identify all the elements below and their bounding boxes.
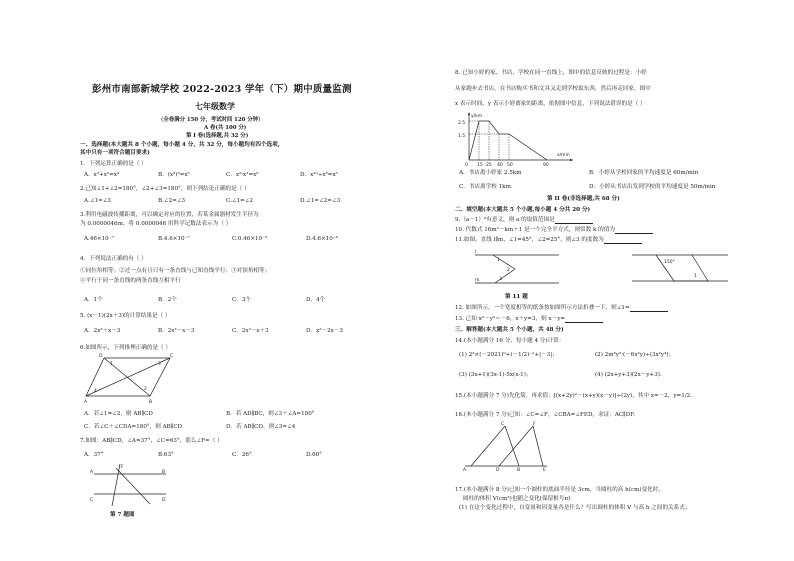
exam-title: 彭州市南部新城学校 2022-2023 学年（下）期中质量监测 [92,84,352,95]
q6-label-4: 4 [94,389,97,394]
q6-label-d: D [99,354,103,359]
q16-side-df [499,426,533,466]
q2-option-c: C.∠1=∠2 [226,198,254,204]
q9-answer-blank[interactable] [555,218,593,224]
q11-answer-blank[interactable] [604,238,642,244]
q8-x-arrow [570,159,573,161]
q6-option-c: C．若∠C＋∠CDA=180°，则 AB∥CD [84,424,183,430]
q16-label-b: B [517,468,521,472]
q16-side-ac [471,426,505,466]
q16-label-a: A [463,468,467,472]
q7-caption: 第 7 题图 [110,512,135,518]
q6-stem: 6.如图所示，下列推理正确的是（ ） [80,345,172,351]
q12-answer-blank[interactable] [630,306,668,312]
q4-option-b: B．2个 [158,297,177,303]
q2-option-b: B.∠2=∠3 [158,198,186,204]
q8-x-label: x/min [557,153,570,158]
q6-option-a: A．若∠1=∠2，则 AB∥CD [84,411,153,417]
q16-side-fe [533,426,543,466]
q6-label-3: 3 [158,362,161,367]
part-b-section: 第 II 卷(非选择题,共 68 分) [547,196,620,202]
q11-seg-2 [495,269,515,283]
q8-x-tick-40: 40 [497,163,503,168]
q7-label-a: A [90,470,94,475]
q1-stem: 1．下列运算正确的是（ ） [80,161,147,167]
q7-label-c: C [90,498,94,503]
q17-line1: 17.(本小题满分 8 分)已知一个圆柱的底面半径是 3cm，当圆柱的高 h(cm)变化时， [455,487,664,493]
q6-label-1: 1 [110,362,113,367]
q13-text: 13. 已知 x²－y²＝－6，x＋y=3，则 x－y= [455,316,603,323]
q7-option-b: B.63° [158,452,174,458]
q1-option-b: B．(x²)³=x⁵ [158,172,190,178]
q5-option-d: D．x²－2x－3 [306,328,343,334]
q6-label-b: B [149,400,153,404]
q7-transversal-2 [116,468,150,504]
q7-figure [90,462,170,508]
q3-option-b: B.4.6×10⁻⁷ [158,236,190,242]
q12-text: 12. 如图所示，一个宽度相等的纸条按如图所示方法折叠一下，则∠1= [455,305,668,312]
q6-label-c: C [170,354,174,359]
q8-x-tick-90: 90 [543,163,549,168]
q16-text: 16.(本小题满分 7 分)已知：∠C=∠F，∠CBA=∠FED，求证：AC∥DF. [455,412,636,418]
q11-label-3: 3 [499,277,502,282]
q4-option-d: D．4个 [306,297,326,303]
q6-label-2: 2 [144,387,147,392]
q8-option-a: A．书店离小婷家 2.5km [459,170,522,176]
section2-heading: 二、填空题(本大题共 5 个小题,每小题 4 分共 20 分) [455,207,591,213]
q8-graph-polyline [469,121,547,160]
q13-answer-blank[interactable] [565,317,603,323]
section1-heading: 一、选择题(本大题共 8 个小题，每小题 4 分，共 32 分，每小题均有四个选项， [80,142,284,148]
section1-heading2: 其中只有一项符合题目要求) [80,150,150,156]
q9-text: 9.（a－1）⁰有意义，则 a 的取值范围是 [455,217,593,224]
q7-option-c: C．26° [232,452,252,458]
q17-line2: 圆柱的体积 V(cm³)也随之变化(保留根号π) [463,496,571,502]
q8-line1: 8. 已知小婷的家、书店、学校在同一直线上，图中的信息反映的过程是：小婷 [455,70,647,76]
q12-angle-label: 150° [664,260,675,265]
q4-stem: 4．下列说法正确的有（ ） [80,256,147,262]
q8-y-tick-1-5: 1.5 [458,134,466,139]
section3-heading: 三、解答题(本大题共 5 个小题，共 48 分) [455,327,564,333]
q2-option-a: A.∠1=∠3 [84,198,111,204]
q7-transversal-1 [112,464,120,506]
q7-option-d: D.60° [306,452,322,458]
part-a-section: 第 I 卷(选择题,共 32 分) [186,133,249,139]
q8-distance-time-graph [457,110,577,168]
q5-option-a: A．2x²＋x－3 [84,328,121,334]
q16-label-c: C [501,422,505,427]
q11-label-m: m [475,278,480,283]
q7-option-a: A．37° [84,452,104,458]
part-a-title: A 卷(共 100 分) [204,125,247,131]
q12-folded-strip-figure [630,247,730,289]
q10-answer-blank[interactable] [615,228,653,234]
q14-part2: (2) 2m²y³·(－6x²y)÷(3x²y⁴)； [595,352,675,358]
q6-option-b: B．若 AD∥BC，则∠3＋∠A=180° [226,411,315,417]
q8-option-b: B．小婷从学校回家的平均速度是 60m/min [589,170,699,176]
q8-line3: x 表示时间，y 表示小婷离家的距离，依据图中信息，下列说法错误的是（ ） [455,101,646,107]
q16-figure [461,420,551,472]
q4-option-c: C．3个 [232,297,252,303]
q15-text: 15.(本小题满分 7 分)先化简，再求值：[(x+2y)²－(x+y)(x－y)]÷(2y)，其中 x=－2，y=1/2. [455,393,693,399]
q8-y-label: y/km [471,114,483,119]
q8-x-tick-50: 50 [507,163,513,168]
q2-option-d: D.∠1=∠2=∠3 [300,198,341,204]
subject-title: 七年级数学 [195,101,235,111]
q3-stem-line1: 3.利用电磁波传播距离，可以确定对应的位置，若某金属器材发生半径为 [80,212,259,218]
q16-side-cb [505,426,519,466]
q3-option-c: C.0.46×10⁻⁵ [232,236,268,242]
q7-label-f: F [121,465,124,470]
q8-option-d: D．小婷从书店出发到学校的平均速度是 50m/min [589,184,716,190]
q4-line2: ④平行于同一条直线的两条直线互相平行 [80,278,181,284]
q7-label-b: B [162,470,166,475]
q16-label-e: E [543,468,546,472]
q7-stem: 7.如图：AB∥CD，∠A=37°，∠C=63°，那么∠F=（ ） [80,438,223,444]
q16-label-f: F [533,422,536,427]
q17-line3: (1) 在这个变化过程中，自变量和因变量各是什么？写出圆柱的体积 V 与高 h 之间的关系式； [459,505,691,511]
q8-x-tick-0: 0 [465,163,468,168]
q8-line2: 从家跑步去书店，在书店购买书和文具又走到学校取东西，然后再走回家，图中 [455,86,651,92]
score-note: （全卷满分 150 分，考试时间 120 分钟） [158,117,264,123]
q8-option-c: C．书店离学校 1km [459,184,511,190]
q8-y-tick-2-5: 2.5 [458,121,466,126]
right-column [455,0,745,561]
q8-y-arrow [468,112,470,115]
q11-label-1: 1 [497,258,500,263]
q14-head: 14.(本小题满分 16 分，每小题 4 分)计算： [455,338,565,344]
q14-part3: (3) (3x+1)(3x-1)-5x(x-1)； [459,372,532,378]
q14-part1: (1) 2³×(－2021)⁰+(－1/2)⁻²+|－3|； [459,352,558,358]
q8-x-tick-25: 25 [486,163,492,168]
q1-option-a: A．x²+x²=x⁴ [84,172,120,178]
q5-option-b: B．2x²－x－3 [158,328,195,334]
q14-part4: (4) (2x+y+3)(2x－y+3)． [595,372,666,378]
left-column [80,0,390,561]
q6-option-d: D．若 AB∥CD，则∠3=∠4 [226,424,296,430]
q16-label-d: D [496,468,500,472]
q6-parallelogram-figure [84,352,174,404]
q1-option-d: D．x¹⁰÷x⁵=x⁵ [300,172,338,178]
q4-line1: ①同位角相等；②过一点有且只有一条直线与已知直线平行；③对顶角相等； [80,268,271,274]
q8-x-tick-15: 15 [477,163,483,168]
q3-option-d: D.4.6×10⁻⁶ [306,236,338,242]
q10-text: 10. 代数式 16m²－km＋1 是一个完全平方式，则常数 k 的值为 [455,227,653,234]
q3-stem-line2: 为 0.0000046m，将 0.0000046 用科学记数法表示为（ ） [80,221,232,227]
q11-figure [473,247,561,291]
q11-text: 11.如图，直线 l∥m，∠1=45°，∠2=25°，则∠3 的度数为 [455,237,642,244]
q11-label-2: 2 [507,268,510,273]
q3-option-a: A.46×10⁻⁷ [84,236,114,242]
q2-stem: 2.已知∠1+∠2=180°，∠2+∠3=180°，则下列结论正确的是（ ） [80,186,250,192]
q11-caption: 第 11 题 [505,294,528,300]
q5-stem: 5. (x－1)(2x＋3)的计算结果是（ ） [80,313,171,319]
q5-option-c: C．2x²－x＋3 [232,328,269,334]
q11-label-l: l [475,250,477,255]
q12-fold [656,255,708,281]
q4-option-a: A．1个 [84,297,103,303]
q7-label-d: D [162,498,166,503]
q12-label-1: 1 [694,274,697,279]
q1-option-c: C．x²·x³=x⁶ [226,172,259,178]
q6-label-a: A [84,400,88,404]
